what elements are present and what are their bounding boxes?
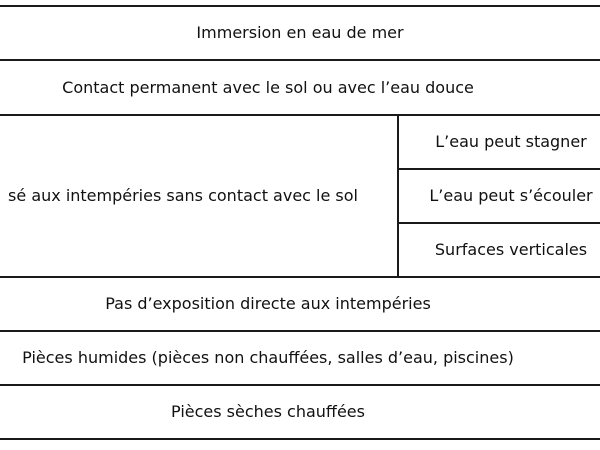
row-label: sé aux intempéries sans contact avec le sol (8, 186, 358, 205)
table-row-weather-exposed (0, 116, 358, 276)
subrow-label: L’eau peut stagner (435, 132, 587, 151)
row-label: Pièces sèches chauffées (171, 402, 365, 421)
table-row-no-direct-exposure (0, 278, 536, 330)
row-label: Pièces humides (pièces non chauffées, salles d’eau, piscines) (22, 348, 514, 367)
table-row-sea-immersion (0, 7, 600, 59)
row-label: Contact permanent avec le sol ou avec l’eau douce (62, 77, 474, 97)
table-subrow-vertical-surfaces (399, 224, 600, 276)
table-row-dry-heated-rooms (0, 386, 536, 438)
table-row-humid-rooms (0, 332, 536, 384)
subrow-label: L’eau peut s’écouler (429, 186, 593, 205)
subrow-label: Surfaces verticales (434, 240, 588, 259)
table-row-ground-contact (0, 61, 536, 114)
row-divider (0, 438, 600, 440)
row-label: Pas d’exposition directe aux intempéries (105, 294, 431, 313)
table-subrow-water-drains (399, 170, 600, 222)
row-label: Immersion en eau de mer (196, 23, 404, 42)
table-subrow-water-stagnates (399, 116, 600, 168)
